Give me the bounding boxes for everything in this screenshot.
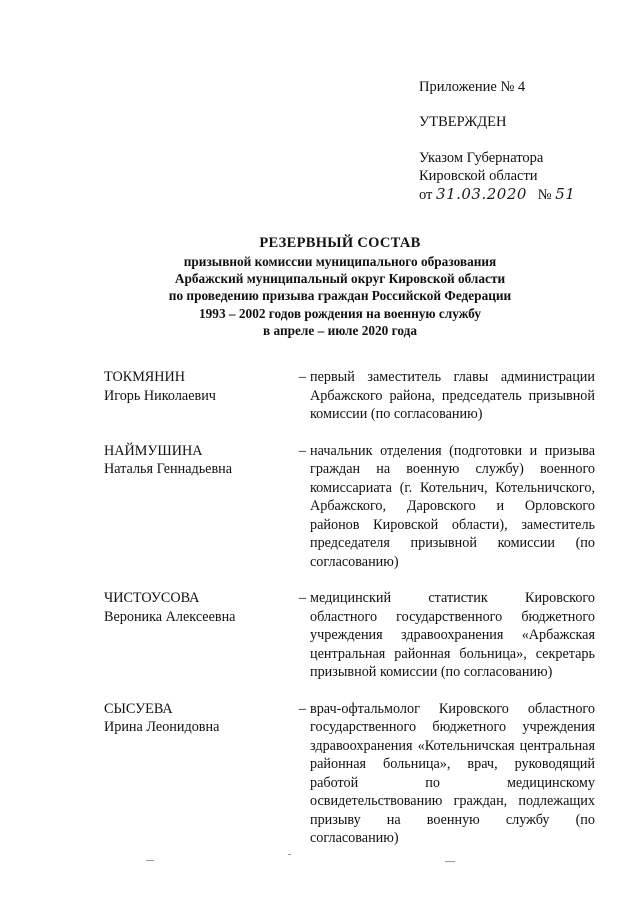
title-main: РЕЗЕРВНЫЙ СОСТАВ	[259, 235, 421, 251]
member-description: начальник отделения (подготовки и призыва граждан на военную службу) военного комиссариата (г. Котельнич, Котельничского, Арбажского, Даровского и Орловского районов Кировской области), заместитель председателя призывной комиссии (по согласованию)	[310, 442, 595, 570]
member-list	[104, 368, 594, 848]
scan-speck	[445, 861, 455, 862]
title-line-1: призывной комиссии муниципального образования	[183, 254, 497, 269]
scan-speck	[288, 854, 291, 855]
member-row	[104, 589, 594, 682]
member-given-name: Ирина Леонидовна	[104, 719, 220, 735]
scan-speck	[146, 860, 154, 861]
member-dash: –	[298, 700, 306, 717]
member-row	[104, 700, 594, 848]
member-surname: СЫСУЕВА	[104, 700, 173, 717]
member-surname: ЧИСТОУСОВА	[104, 590, 200, 606]
decree-line-2: Кировской области	[419, 168, 538, 184]
title-line-5: в апреле – июле 2020 года	[262, 322, 418, 338]
member-dash: –	[298, 369, 306, 385]
member-row	[104, 442, 594, 572]
date-prefix: от	[419, 187, 433, 203]
handwritten-date: 31.03.2020	[436, 185, 527, 203]
title-line-3: по проведению призыва граждан Российской Федерации	[168, 288, 512, 304]
member-description: врач-офтальмолог Кировского областного государственного бюджетного учреждения здравоохранения «Котельничская центральная районная больница», врач, руководящий работой по медицинскому освидетельствованию граждан, подлежащих призыву на военную службу (по согласованию)	[310, 700, 595, 846]
approved-label: УТВЕРЖДЕН	[419, 114, 507, 130]
member-description: медицинский статистик Кировского областного государственного бюджетного учреждения здравоохранения «Арбажская центральная районная больница», секретарь призывной комиссии (по согласованию)	[310, 590, 595, 680]
member-name	[104, 368, 284, 424]
number-prefix: №	[537, 187, 552, 203]
member-surname: ТОКМЯНИН	[104, 369, 186, 385]
handwritten-number: 51	[555, 185, 576, 203]
member-name	[104, 589, 284, 682]
decree-date-line	[419, 185, 619, 204]
member-description: первый заместитель главы администрации Арбажского района, председатель призывной комиссии (по согласованию)	[310, 369, 595, 422]
appendix-label: Приложение № 4	[419, 79, 526, 95]
member-given-name: Вероника Алексеевна	[104, 608, 236, 625]
title-line-4: 1993 – 2002 годов рождения на военную службу	[199, 305, 481, 321]
member-name	[104, 442, 284, 572]
approval-block	[419, 78, 619, 204]
title-line-2: Арбажский муниципальный округ Кировской области	[174, 271, 506, 287]
member-dash: –	[298, 590, 306, 606]
member-dash: –	[298, 442, 306, 459]
member-name	[104, 700, 284, 848]
member-given-name: Игорь Николаевич	[104, 387, 216, 404]
document-title	[70, 234, 610, 339]
member-given-name: Наталья Геннадьевна	[104, 461, 233, 477]
decree-line-1: Указом Губернатора	[419, 150, 544, 166]
member-row	[104, 368, 594, 424]
member-surname: НАЙМУШИНА	[104, 442, 203, 459]
scan-artifacts	[0, 858, 640, 868]
